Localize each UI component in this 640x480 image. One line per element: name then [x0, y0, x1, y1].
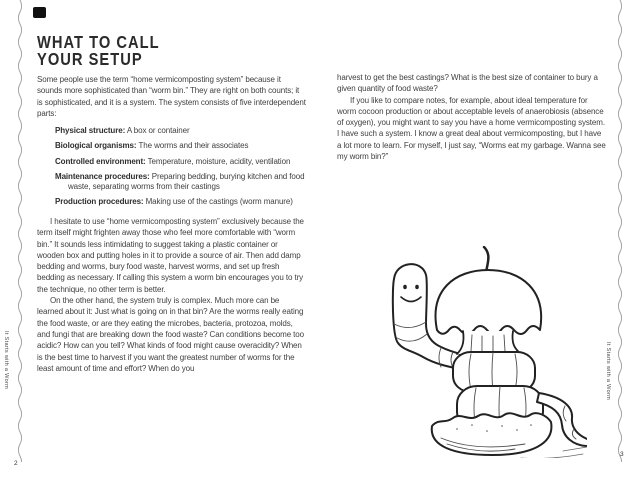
chapter-tab-marker	[33, 7, 46, 18]
apple-stem	[484, 247, 488, 272]
title-line-2: YOUR SETUP	[37, 48, 143, 69]
list-item	[55, 197, 306, 207]
left-page-column	[37, 34, 306, 374]
intro-paragraph: Some people use the term “home vermicomposting system” because it sounds more sophisticated than “worm bin.” They are right on both counts; it is sophisticated, and it is a system. The system consists of five interdependent parts:	[37, 75, 306, 118]
chapter-label-left: It Starts with a Worm	[3, 331, 9, 390]
worm-apple-core-illustration	[375, 246, 587, 458]
list-item	[55, 157, 306, 167]
part-term: Maintenance procedures:	[55, 172, 150, 182]
body-paragraph: harvest to get the best castings? What is the best size of container to bury a given quantity of food waste?	[337, 73, 598, 94]
part-desc: Making use of the castings (worm manure)	[145, 197, 293, 207]
page-edge-squiggle-right	[615, 0, 625, 462]
list-item	[55, 141, 306, 151]
apple-bottom	[432, 413, 552, 455]
part-desc: Preparing bedding, burying kitchen and food waste, separating worms from their castings	[68, 172, 305, 191]
list-item	[55, 172, 306, 192]
list-item	[55, 126, 306, 136]
part-desc: A box or container	[126, 126, 190, 136]
right-page-column	[337, 72, 606, 162]
part-term: Biological organisms:	[55, 141, 137, 151]
body-paragraph: If you like to compare notes, for example, about ideal temperature for worm cocoon production or about acceptable levels of anaerobiosis (absence of oxygen), you might want to say you have a home vermicomposting system. I have such a system. I know a great deal about vermicomposting, but I have a lot more to learn. For myself, I just say, “Worms eat my garbage. Wanna see my worm bin?”	[337, 95, 606, 162]
apple-top	[436, 247, 542, 334]
part-term: Controlled environment:	[55, 156, 146, 166]
part-term: Physical structure:	[55, 126, 126, 136]
page-edge-squiggle-left	[15, 0, 25, 462]
worm-eye	[403, 285, 407, 289]
part-term: Production procedures:	[55, 197, 144, 207]
title-line-1: WHAT TO CALL	[37, 32, 160, 52]
page-number-right: 3	[620, 451, 624, 458]
worm-eye	[415, 285, 419, 289]
part-desc: The worms and their associates	[138, 141, 249, 151]
body-paragraph: On the other hand, the system truly is complex. Much more can be learned about it: Just what is going on in that bin? Are the worms really eating the food waste, or are they eating the microbes, bacteria, protozoa, molds, and fungi that are breaking down the food waste? Can conditions become too acidic? How can you tell? What kinds of food might cause overacidity? When is the best time to harvest if you want the greatest number of worms for the least amount of time and effort? When do you	[37, 296, 305, 373]
chapter-label-right: It Starts with a Worm	[605, 342, 611, 401]
page-title	[37, 34, 263, 67]
page-number-left: 2	[14, 460, 18, 467]
system-parts-list	[55, 126, 306, 207]
part-desc: Temperature, moisture, acidity, ventilation	[147, 156, 291, 166]
body-paragraph: I hesitate to use “home vermicomposting system” exclusively because the term itself might frighten away those who feel more comfortable with “worm bin.” It sounds less intimidating to suggest taking a plastic container or wooden box and putting holes in it to provide a source of air. Then add damp bedding and worms, bury food waste, harvest worms, and set up fresh bedding as necessary. If calling this system a worm bin encourages you to try the technique, no other term is better.	[37, 216, 304, 294]
apple-core-waist	[457, 331, 521, 354]
